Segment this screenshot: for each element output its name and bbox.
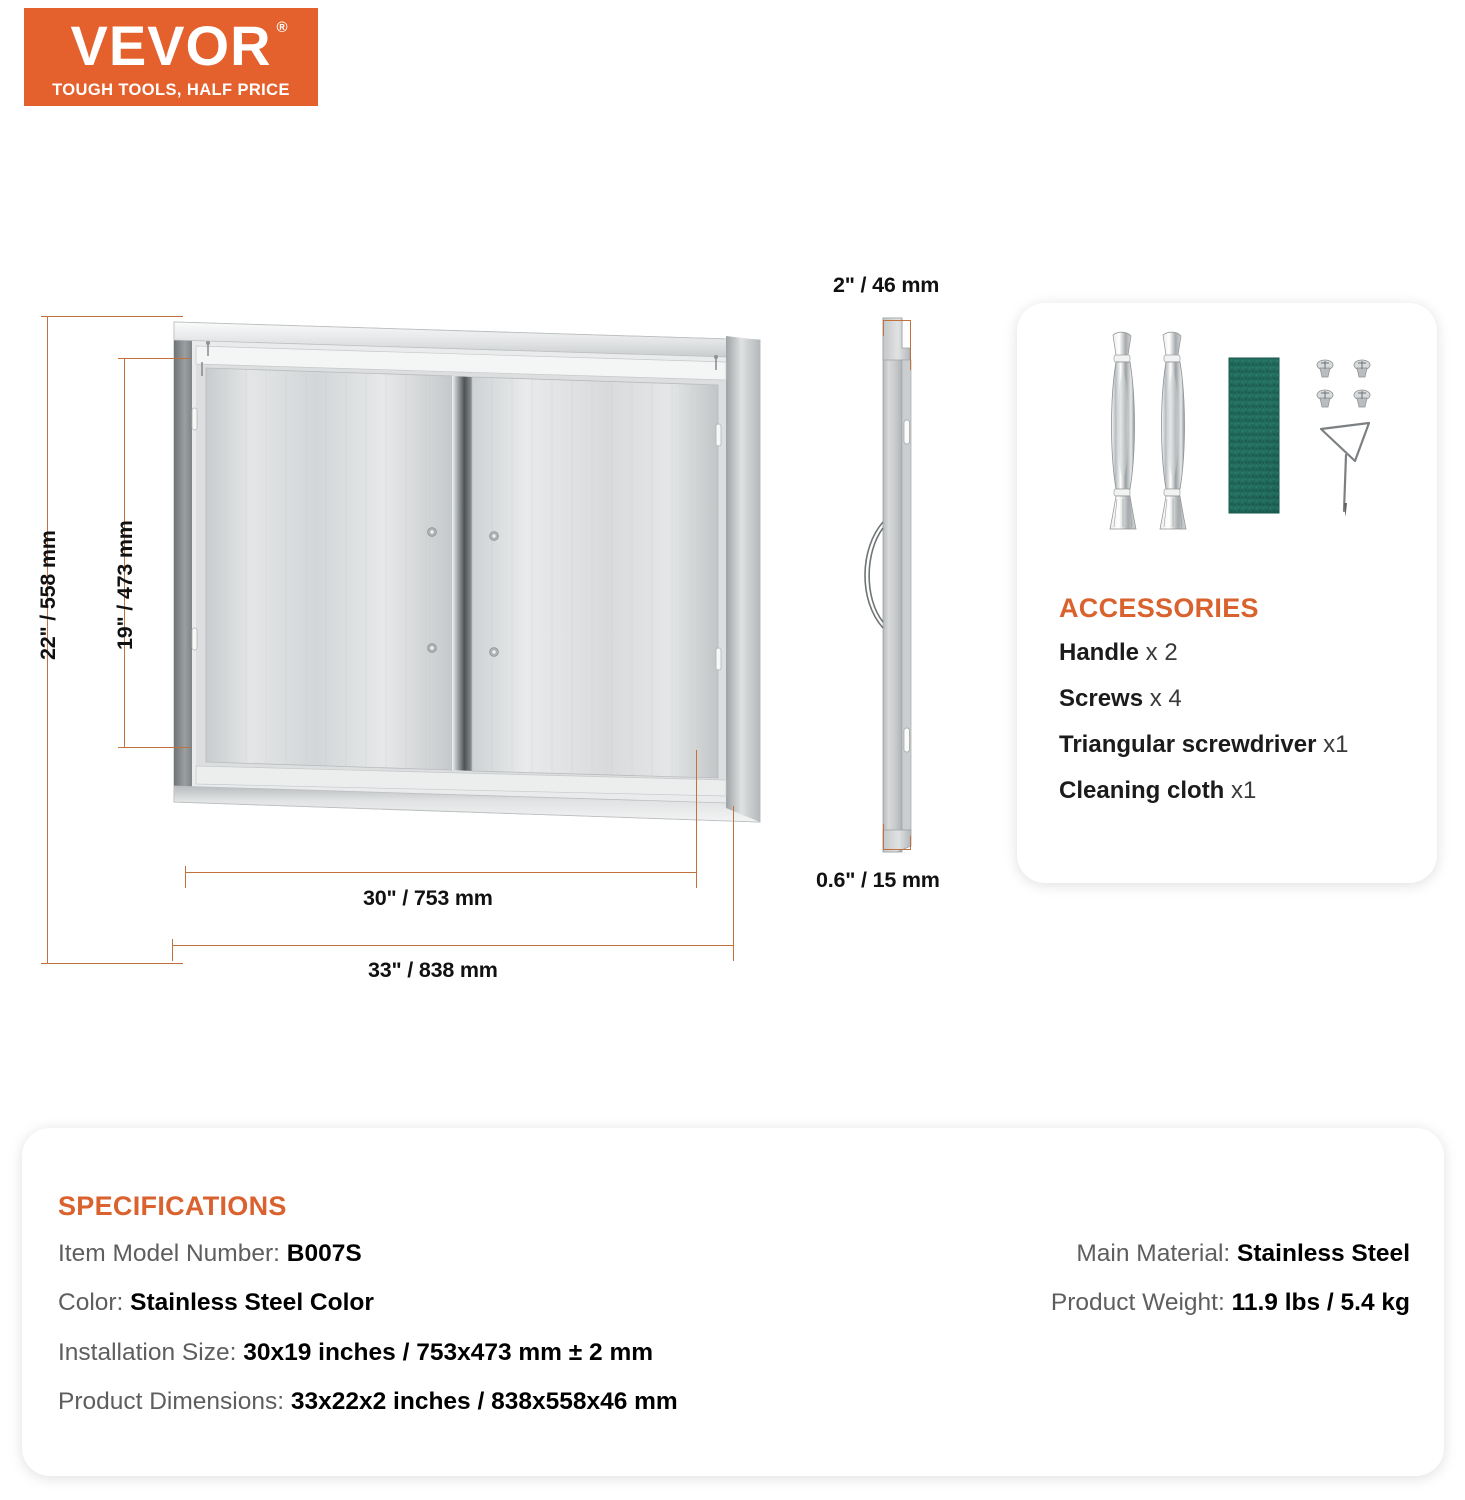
accessory-name: Screws <box>1059 685 1144 712</box>
side-profile-svg <box>850 300 990 870</box>
accessory-item <box>1059 687 1419 711</box>
handle-icon-2 <box>1160 332 1186 529</box>
logo-wordmark <box>70 14 289 77</box>
side-mounting-slot-top <box>904 420 910 444</box>
side-mounting-slot-bottom <box>904 728 910 752</box>
dim-tick-overall-height-bottom <box>41 963 183 964</box>
accessory-qty: x 2 <box>1139 639 1178 666</box>
spec-label: Installation Size: <box>58 1338 244 1366</box>
logo-tagline: TOUGH TOOLS, HALF PRICE <box>52 81 290 99</box>
screws-icon <box>1317 360 1370 407</box>
accessory-name: Cleaning cloth <box>1059 777 1225 804</box>
dim-line-overall-width <box>172 945 734 946</box>
logo-wordmark-text: VEVOR <box>70 14 272 77</box>
spec-row <box>58 1240 1410 1267</box>
dim-label-cutout-height: 19" / 473 mm <box>113 520 137 650</box>
spec-cell-left <box>58 1240 362 1267</box>
dim-tick-side-depth-top-right <box>910 320 911 370</box>
spec-value: Stainless Steel Color <box>130 1289 374 1317</box>
spec-row <box>58 1339 1410 1366</box>
dim-tick-overall-width-left <box>172 939 173 961</box>
accessory-qty: x 4 <box>1143 685 1182 712</box>
accessory-name: Handle <box>1059 639 1140 666</box>
accessory-qty: x1 <box>1224 777 1257 804</box>
dim-tick-cutout-width-right <box>696 750 697 888</box>
accessories-panel <box>1017 303 1437 883</box>
spec-label: Product Dimensions: <box>58 1388 291 1416</box>
spec-value: Stainless Steel <box>1237 1240 1410 1267</box>
registered-trademark-icon: ® <box>276 19 289 36</box>
accessory-item <box>1059 779 1419 803</box>
spec-cell-left <box>58 1289 374 1316</box>
hinge-pin-head-right <box>714 355 718 359</box>
dim-tick-side-depth-bottom-left <box>883 824 884 850</box>
side-handle-outline <box>865 522 883 628</box>
spec-label: Item Model Number: <box>58 1240 287 1267</box>
vevor-logo <box>24 8 318 106</box>
spec-value: 30x19 inches / 753x473 mm ± 2 mm <box>243 1338 654 1366</box>
spec-row <box>58 1388 1410 1415</box>
dim-tick-overall-height-top <box>41 316 183 317</box>
spec-cell-right <box>1076 1240 1410 1267</box>
spec-label: Product Weight: <box>1050 1289 1232 1317</box>
dim-label-side-depth-top: 2" / 46 mm <box>833 273 940 297</box>
product-door-illustration <box>160 300 780 860</box>
dim-tick-cutout-width-left <box>185 866 186 888</box>
spec-value: 11.9 lbs / 5.4 kg <box>1231 1289 1410 1317</box>
dim-tick-side-depth-bottom-right <box>910 836 911 850</box>
door-svg <box>160 300 780 860</box>
accessories-heading: ACCESSORIES <box>1059 593 1259 623</box>
accessories-graphics <box>1017 303 1437 593</box>
spec-cell-right <box>1051 1289 1410 1316</box>
spec-cell-left <box>58 1339 653 1366</box>
specifications-grid <box>58 1240 1410 1438</box>
dim-line-side-depth-top <box>883 320 911 321</box>
handle-icon-1 <box>1110 332 1136 529</box>
spec-row <box>58 1289 1410 1316</box>
dim-tick-side-depth-top-left <box>883 320 884 336</box>
specifications-panel <box>22 1128 1444 1476</box>
spec-cell-left <box>58 1388 678 1415</box>
specifications-heading: SPECIFICATIONS <box>58 1191 287 1221</box>
accessories-list <box>1059 641 1419 825</box>
dim-label-cutout-width: 30" / 753 mm <box>363 886 493 910</box>
dim-label-overall-width: 33" / 838 mm <box>368 958 498 982</box>
accessory-name: Triangular screwdriver <box>1059 731 1317 758</box>
dim-label-side-depth-bottom: 0.6" / 15 mm <box>816 868 940 892</box>
accessory-item <box>1059 733 1419 757</box>
side-profile-illustration <box>850 300 990 870</box>
dim-label-overall-height: 22" / 558 mm <box>36 530 60 660</box>
hinge-pin-head-left <box>206 341 210 345</box>
dim-tick-cutout-height-bottom <box>118 747 190 748</box>
spec-label: Main Material: <box>1076 1240 1238 1267</box>
dim-tick-overall-width-right <box>733 806 734 961</box>
cleaning-cloth-icon <box>1229 358 1279 513</box>
dim-tick-cutout-height-top <box>118 358 190 359</box>
accessory-item <box>1059 641 1419 665</box>
spec-label: Color: <box>58 1289 131 1317</box>
dim-line-cutout-width <box>185 872 697 873</box>
dim-line-side-depth-bottom <box>883 849 911 850</box>
spec-value: 33x22x2 inches / 838x558x46 mm <box>290 1388 678 1416</box>
accessories-svg <box>1017 303 1437 593</box>
triangular-screwdriver-icon <box>1321 423 1369 511</box>
accessory-qty: x1 <box>1316 731 1349 758</box>
spec-value: B007S <box>286 1240 362 1267</box>
